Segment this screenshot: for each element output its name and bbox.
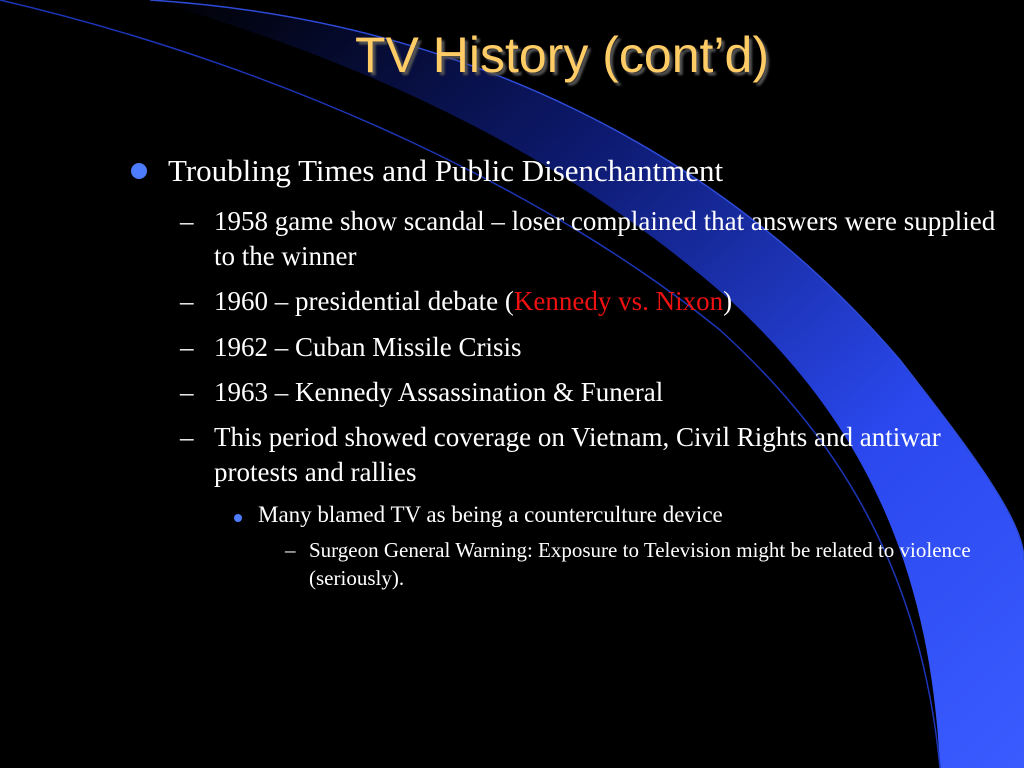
dash-marker: – [180, 332, 194, 362]
slide-title: TV History (cont’d) [355, 27, 769, 83]
item-presidential-debate [214, 284, 1014, 319]
debate-suffix: ) [723, 286, 733, 316]
sub-item-surgeon-general: Surgeon General Warning: Exposure to Television might be related to violence (seriously). [309, 538, 971, 590]
debate-prefix: 1960 – presidential debate ( [214, 286, 514, 316]
dash-marker: – [180, 377, 194, 407]
sub-bullet-counterculture: Many blamed TV as being a counterculture device [258, 502, 723, 527]
item-game-show-scandal: 1958 game show scandal – loser complained that answers were supplied to the winner [214, 206, 996, 271]
item-kennedy-assassination: 1963 – Kennedy Assassination & Funeral [214, 377, 664, 407]
dash-marker: – [180, 206, 194, 236]
dash-marker: – [180, 422, 194, 452]
kennedy-nixon-highlight: Kennedy vs. Nixon [513, 286, 724, 316]
bullet-troubling-times: Troubling Times and Public Disenchantment [168, 153, 724, 188]
dash-marker: – [180, 286, 194, 316]
level3-bullet-dot [234, 514, 242, 522]
item-period-coverage: This period showed coverage on Vietnam, Civil Rights and antiwar protests and rallies [214, 422, 941, 487]
item-cuban-missile-crisis: 1962 – Cuban Missile Crisis [214, 332, 522, 362]
dash-marker: – [285, 538, 296, 562]
level1-bullet-dot [131, 163, 147, 179]
